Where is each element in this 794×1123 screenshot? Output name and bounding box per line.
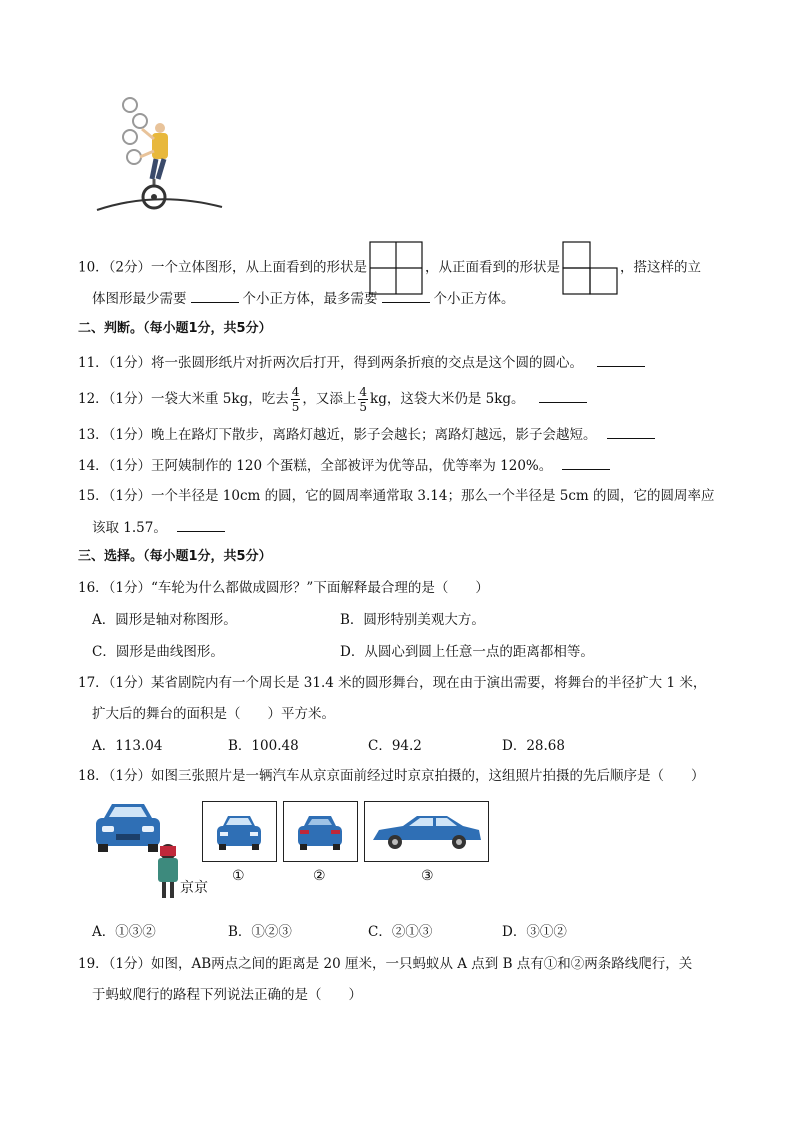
car-side-view xyxy=(365,802,488,861)
question-19-line2: 于蚂蚁爬行的路程下列说法正确的是（ ） xyxy=(92,987,362,1003)
q18-option-b[interactable]: B．①②③ xyxy=(228,924,292,940)
photo-3 xyxy=(364,801,489,862)
question-16: 16．（1分）“车轮为什么都做成圆形？”下面解释最合理的是（ ） xyxy=(78,580,489,596)
q16-option-c[interactable]: C．圆形是曲线图形。 xyxy=(92,644,224,660)
answer-blank[interactable] xyxy=(562,455,610,470)
photo-3-caption: ③ xyxy=(421,868,434,884)
unicyclist-illustration xyxy=(92,95,224,217)
answer-blank[interactable] xyxy=(607,424,655,439)
q17-option-d[interactable]: D．28.68 xyxy=(502,738,565,754)
section-2-title: 二、判断。（每小题1分，共5分） xyxy=(78,321,272,336)
question-19: 19．（1分）如图，AB两点之间的距离是 20 厘米，一只蚂蚁从 A 点到 B 点有①和②两条路线爬行，关 xyxy=(78,956,693,972)
answer-blank[interactable] xyxy=(191,288,239,303)
question-17: 17．（1分）某省剧院内有一个周长是 31.4 米的圆形舞台，现在由于演出需要，将舞台的半径扩大 1 米， xyxy=(78,675,707,691)
q18-option-c[interactable]: C．②①③ xyxy=(368,924,433,940)
q16-option-b[interactable]: B．圆形特别美观大方。 xyxy=(340,612,485,628)
person-label: 京京 xyxy=(180,879,208,895)
photo-1 xyxy=(202,801,277,862)
q18-option-d[interactable]: D．③①② xyxy=(502,924,567,940)
fraction: $\frac{4}{5}$ xyxy=(291,385,300,414)
front-view-figure xyxy=(562,241,618,295)
question-10-line2: 体图形最少需要 个小正方体，最多需要 个小正方体。 xyxy=(92,288,515,309)
question-17-line2: 扩大后的舞台的面积是（ ）平方米。 xyxy=(92,706,335,722)
q16-option-d[interactable]: D．从圆心到圆上任意一点的距离都相等。 xyxy=(340,644,594,660)
answer-blank[interactable] xyxy=(382,288,430,303)
question-15: 15．（1分）一个半径是 10cm 的圆，它的圆周率通常取 3.14；那么一个半径是 5cm 的圆，它的圆周率应 xyxy=(78,488,715,504)
question-18: 18．（1分）如图三张照片是一辆汽车从京京面前经过时京京拍摄的，这组照片拍摄的先后顺序是（ ） xyxy=(78,768,705,784)
answer-blank[interactable] xyxy=(539,388,587,403)
photo-1-caption: ① xyxy=(232,868,245,884)
q18-option-a[interactable]: A．①③② xyxy=(92,924,156,940)
top-view-figure xyxy=(369,241,423,295)
car-and-person-figure xyxy=(92,800,208,904)
question-14: 14．（1分）王阿姨制作的 120 个蛋糕，全部被评为优等品，优等率为 120%。 xyxy=(78,455,614,476)
photo-2-caption: ② xyxy=(313,868,326,884)
photo-2 xyxy=(283,801,358,862)
question-12: 12．（1分）一袋大米重 5kg，吃去 $\frac{4}{5}$ ，又添上 $\frac{4}{5}$ kg，这袋大米仍是 5kg。 xyxy=(78,382,591,416)
question-10: 10．（2分）一个立体图形，从上面看到的形状是 ，从正面看到的形状是 ，搭这样的立 xyxy=(78,241,701,295)
car-front-view xyxy=(203,802,276,861)
q17-option-a[interactable]: A．113.04 xyxy=(92,738,163,754)
q17-option-b[interactable]: B．100.48 xyxy=(228,738,299,754)
question-11: 11．（1分）将一张圆形纸片对折两次后打开，得到两条折痕的交点是这个圆的圆心。 xyxy=(78,352,649,373)
car-rear-view xyxy=(284,802,357,861)
q17-option-c[interactable]: C．94.2 xyxy=(368,738,422,754)
question-13: 13．（1分）晚上在路灯下散步，离路灯越近，影子会越长；离路灯越远，影子会越短。 xyxy=(78,424,659,445)
answer-blank[interactable] xyxy=(597,352,645,367)
q16-option-a[interactable]: A．圆形是轴对称图形。 xyxy=(92,612,237,628)
question-15-line2: 该取 1.57。 xyxy=(92,517,229,538)
answer-blank[interactable] xyxy=(177,517,225,532)
section-3-title: 三、选择。（每小题1分，共5分） xyxy=(78,549,272,564)
fraction: $\frac{4}{5}$ xyxy=(359,385,368,414)
